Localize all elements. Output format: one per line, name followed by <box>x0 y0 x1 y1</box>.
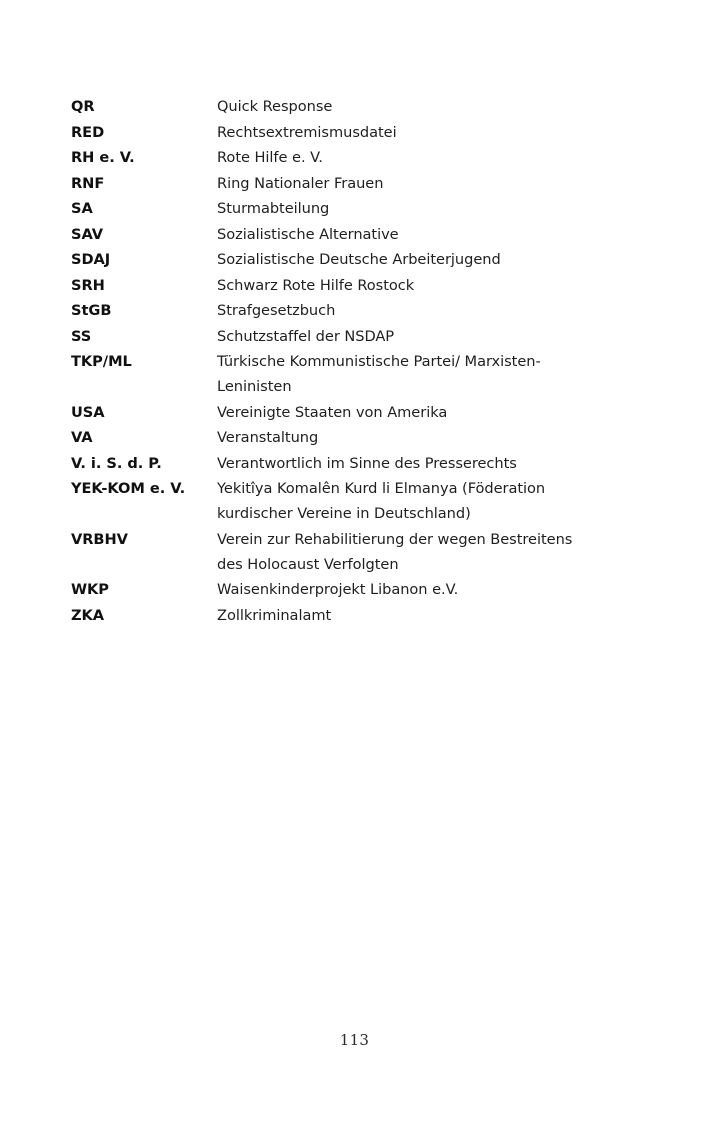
abbreviation-term: SRH <box>71 276 105 294</box>
glossary-entry <box>71 196 631 221</box>
definition-line-continued: kurdischer Vereine in Deutschland) <box>217 505 471 522</box>
abbreviation-definition <box>217 451 629 476</box>
abbreviation-definition <box>217 94 629 119</box>
definition-line: Quick Response <box>217 98 333 115</box>
definition-line: Yekitîya Komalên Kurd li Elmanya (Föderation <box>217 480 546 497</box>
glossary-entry <box>71 94 631 119</box>
abbreviation-definition <box>217 145 629 170</box>
abbreviation-term: WKP <box>71 581 109 598</box>
definition-line: Verein zur Rehabilitierung der wegen Bestreitens <box>217 530 573 548</box>
definition-line: Türkische Kommunistische Partei/ Marxisten- <box>217 353 541 370</box>
glossary-entry <box>71 324 631 349</box>
glossary-entry <box>71 247 631 272</box>
glossary-entry <box>71 603 631 628</box>
abbreviation-definition <box>217 298 629 323</box>
definition-line: Verantwortlich im Sinne des Presserechts <box>217 454 517 472</box>
abbreviation-definition <box>217 577 629 602</box>
glossary-entry <box>71 222 631 247</box>
abbreviations-glossary-list <box>71 94 631 628</box>
abbreviation-term: ZKA <box>71 606 105 624</box>
glossary-entry <box>71 476 631 526</box>
abbreviation-definition <box>217 400 629 425</box>
abbreviation-term: SA <box>71 200 93 217</box>
glossary-entry <box>71 120 631 145</box>
glossary-entry <box>71 425 631 450</box>
abbreviation-term: TKP/ML <box>71 353 132 370</box>
abbreviation-definition <box>217 527 629 577</box>
glossary-entry <box>71 527 631 577</box>
abbreviation-definition <box>217 196 629 221</box>
abbreviation-term: RNF <box>71 174 105 192</box>
glossary-entry <box>71 349 631 399</box>
glossary-entry <box>71 400 631 425</box>
definition-line: Vereinigte Staaten von Amerika <box>217 403 448 421</box>
abbreviation-term: V. i. S. d. P. <box>71 454 162 472</box>
abbreviation-term: SS <box>71 327 92 345</box>
abbreviation-definition <box>217 247 629 272</box>
abbreviation-term: RH e. V. <box>71 149 135 166</box>
definition-line-continued: des Holocaust Verfolgten <box>217 555 399 573</box>
definition-line: Rechtsextremismusdatei <box>217 123 397 141</box>
page-number: 113 <box>339 1031 370 1049</box>
definition-line: Schutzstaffel der NSDAP <box>217 327 395 345</box>
abbreviation-term: RED <box>71 123 105 141</box>
abbreviation-term: YEK-KOM e. V. <box>71 480 186 497</box>
glossary-entry <box>71 451 631 476</box>
abbreviation-definition <box>217 425 629 450</box>
definition-line: Strafgesetzbuch <box>217 302 336 319</box>
abbreviation-definition <box>217 349 629 399</box>
abbreviation-definition <box>217 222 629 247</box>
definition-line: Veranstaltung <box>217 429 319 446</box>
glossary-entry <box>71 577 631 602</box>
abbreviation-term: SAV <box>71 225 103 243</box>
glossary-entry <box>71 171 631 196</box>
abbreviation-definition <box>217 171 629 196</box>
abbreviation-definition <box>217 476 629 526</box>
glossary-entry <box>71 298 631 323</box>
abbreviation-definition <box>217 120 629 145</box>
abbreviation-definition <box>217 324 629 349</box>
definition-line: Sozialistische Alternative <box>217 225 399 243</box>
abbreviation-definition <box>217 603 629 628</box>
abbreviation-term: StGB <box>71 302 112 319</box>
abbreviation-term: VRBHV <box>71 530 128 548</box>
definition-line: Schwarz Rote Hilfe Rostock <box>217 276 415 294</box>
definition-line: Sozialistische Deutsche Arbeiterjugend <box>217 251 501 268</box>
definition-line-continued: Leninisten <box>217 378 292 395</box>
definition-line: Ring Nationaler Frauen <box>217 174 384 192</box>
definition-line: Sturmabteilung <box>217 200 330 217</box>
definition-line: Rote Hilfe e. V. <box>217 149 323 166</box>
abbreviation-term: VA <box>71 429 93 446</box>
glossary-entry <box>71 145 631 170</box>
abbreviation-term: USA <box>71 403 105 421</box>
abbreviation-definition <box>217 273 629 298</box>
abbreviation-term: QR <box>71 98 95 115</box>
definition-line: Zollkriminalamt <box>217 606 332 624</box>
glossary-entry <box>71 273 631 298</box>
abbreviation-term: SDAJ <box>71 251 111 268</box>
definition-line: Waisenkinderprojekt Libanon e.V. <box>217 581 459 598</box>
